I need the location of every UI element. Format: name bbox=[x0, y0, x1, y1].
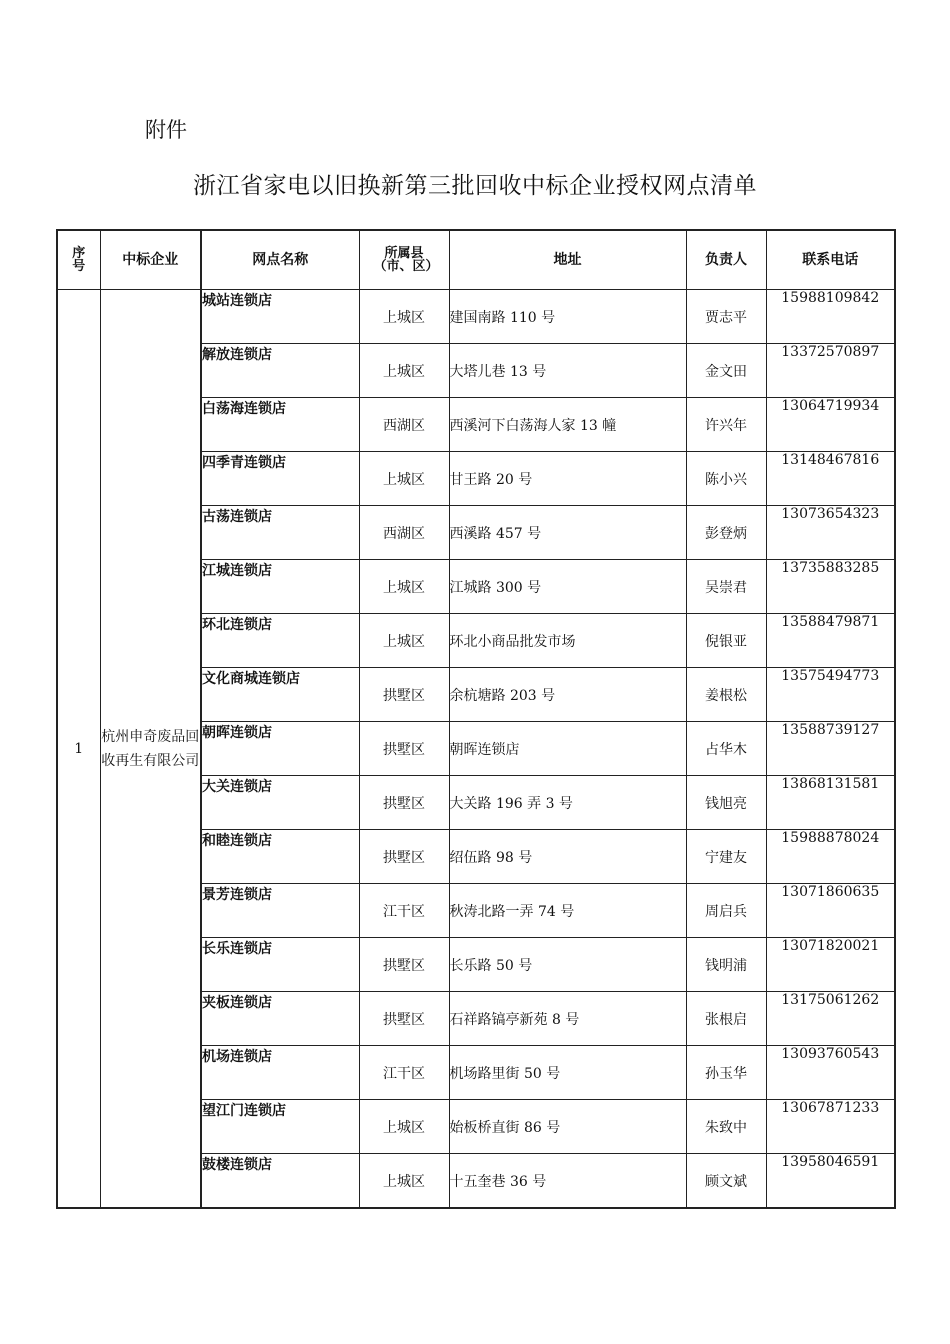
company-name: 杭州申奇废品回收再生有限公司 bbox=[100, 290, 201, 1209]
phone-number: 13868131581 bbox=[766, 776, 895, 830]
address: 十五奎巷 36 号 bbox=[449, 1154, 686, 1209]
phone-number: 13372570897 bbox=[766, 344, 895, 398]
district: 拱墅区 bbox=[359, 830, 449, 884]
person-in-charge: 许兴年 bbox=[686, 398, 766, 452]
phone-number: 13073654323 bbox=[766, 506, 895, 560]
phone-number: 13588739127 bbox=[766, 722, 895, 776]
district: 上城区 bbox=[359, 290, 449, 344]
person-in-charge: 钱明浦 bbox=[686, 938, 766, 992]
address: 朝晖连锁店 bbox=[449, 722, 686, 776]
document-title: 浙江省家电以旧换新第三批回收中标企业授权网点清单 bbox=[193, 173, 757, 199]
outlet-name: 夹板连锁店 bbox=[201, 992, 359, 1046]
header-outlet: 网点名称 bbox=[201, 230, 359, 290]
phone-number: 15988878024 bbox=[766, 830, 895, 884]
district: 拱墅区 bbox=[359, 668, 449, 722]
phone-number: 13958046591 bbox=[766, 1154, 895, 1209]
outlet-name: 和睦连锁店 bbox=[201, 830, 359, 884]
outlet-name: 鼓楼连锁店 bbox=[201, 1154, 359, 1209]
address: 西溪河下白荡海人家 13 幢 bbox=[449, 398, 686, 452]
person-in-charge: 倪银亚 bbox=[686, 614, 766, 668]
person-in-charge: 占华木 bbox=[686, 722, 766, 776]
person-in-charge: 张根启 bbox=[686, 992, 766, 1046]
address: 长乐路 50 号 bbox=[449, 938, 686, 992]
address: 余杭塘路 203 号 bbox=[449, 668, 686, 722]
header-phone: 联系电话 bbox=[766, 230, 895, 290]
phone-number: 13067871233 bbox=[766, 1100, 895, 1154]
district: 拱墅区 bbox=[359, 938, 449, 992]
outlet-name: 大关连锁店 bbox=[201, 776, 359, 830]
phone-number: 13064719934 bbox=[766, 398, 895, 452]
header-person: 负责人 bbox=[686, 230, 766, 290]
person-in-charge: 姜根松 bbox=[686, 668, 766, 722]
address: 江城路 300 号 bbox=[449, 560, 686, 614]
district: 上城区 bbox=[359, 344, 449, 398]
header-address: 地址 bbox=[449, 230, 686, 290]
person-in-charge: 吴崇君 bbox=[686, 560, 766, 614]
district: 江干区 bbox=[359, 1046, 449, 1100]
address: 环北小商品批发市场 bbox=[449, 614, 686, 668]
person-in-charge: 周启兵 bbox=[686, 884, 766, 938]
address: 秋涛北路一弄 74 号 bbox=[449, 884, 686, 938]
person-in-charge: 朱致中 bbox=[686, 1100, 766, 1154]
outlet-name: 江城连锁店 bbox=[201, 560, 359, 614]
phone-number: 13093760543 bbox=[766, 1046, 895, 1100]
outlet-name: 环北连锁店 bbox=[201, 614, 359, 668]
outlet-name: 景芳连锁店 bbox=[201, 884, 359, 938]
outlet-name: 解放连锁店 bbox=[201, 344, 359, 398]
address: 西溪路 457 号 bbox=[449, 506, 686, 560]
address: 始板桥直街 86 号 bbox=[449, 1100, 686, 1154]
district: 拱墅区 bbox=[359, 722, 449, 776]
outlet-name: 古荡连锁店 bbox=[201, 506, 359, 560]
district: 上城区 bbox=[359, 1100, 449, 1154]
table-header-row bbox=[57, 230, 895, 290]
outlet-name: 四季青连锁店 bbox=[201, 452, 359, 506]
address: 石祥路镐亭新苑 8 号 bbox=[449, 992, 686, 1046]
header-district: 所属县（市、区） bbox=[359, 230, 449, 290]
district: 江干区 bbox=[359, 884, 449, 938]
address: 大塔儿巷 13 号 bbox=[449, 344, 686, 398]
district: 上城区 bbox=[359, 1154, 449, 1209]
table-row bbox=[57, 290, 895, 344]
address: 绍伍路 98 号 bbox=[449, 830, 686, 884]
header-company: 中标企业 bbox=[100, 230, 201, 290]
attachment-label: 附件 bbox=[145, 118, 187, 142]
outlet-table bbox=[56, 229, 896, 1209]
outlet-name: 朝晖连锁店 bbox=[201, 722, 359, 776]
phone-number: 13148467816 bbox=[766, 452, 895, 506]
group-number: 1 bbox=[57, 290, 100, 1209]
address: 机场路里街 50 号 bbox=[449, 1046, 686, 1100]
district: 上城区 bbox=[359, 452, 449, 506]
district: 西湖区 bbox=[359, 398, 449, 452]
district: 拱墅区 bbox=[359, 992, 449, 1046]
outlet-name: 机场连锁店 bbox=[201, 1046, 359, 1100]
person-in-charge: 孙玉华 bbox=[686, 1046, 766, 1100]
phone-number: 13735883285 bbox=[766, 560, 895, 614]
address: 甘王路 20 号 bbox=[449, 452, 686, 506]
phone-number: 13575494773 bbox=[766, 668, 895, 722]
outlet-name: 城站连锁店 bbox=[201, 290, 359, 344]
person-in-charge: 钱旭亮 bbox=[686, 776, 766, 830]
district: 上城区 bbox=[359, 614, 449, 668]
district: 上城区 bbox=[359, 560, 449, 614]
outlet-name: 望江门连锁店 bbox=[201, 1100, 359, 1154]
person-in-charge: 金文田 bbox=[686, 344, 766, 398]
person-in-charge: 贾志平 bbox=[686, 290, 766, 344]
table-body bbox=[57, 290, 895, 1209]
phone-number: 13071860635 bbox=[766, 884, 895, 938]
person-in-charge: 宁建友 bbox=[686, 830, 766, 884]
person-in-charge: 顾文斌 bbox=[686, 1154, 766, 1209]
phone-number: 13071820021 bbox=[766, 938, 895, 992]
outlet-name: 长乐连锁店 bbox=[201, 938, 359, 992]
district: 西湖区 bbox=[359, 506, 449, 560]
address: 建国南路 110 号 bbox=[449, 290, 686, 344]
district: 拱墅区 bbox=[359, 776, 449, 830]
address: 大关路 196 弄 3 号 bbox=[449, 776, 686, 830]
outlet-name: 白荡海连锁店 bbox=[201, 398, 359, 452]
person-in-charge: 彭登炳 bbox=[686, 506, 766, 560]
phone-number: 15988109842 bbox=[766, 290, 895, 344]
outlet-name: 文化商城连锁店 bbox=[201, 668, 359, 722]
phone-number: 13175061262 bbox=[766, 992, 895, 1046]
header-no: 序 号 bbox=[57, 230, 100, 290]
phone-number: 13588479871 bbox=[766, 614, 895, 668]
person-in-charge: 陈小兴 bbox=[686, 452, 766, 506]
